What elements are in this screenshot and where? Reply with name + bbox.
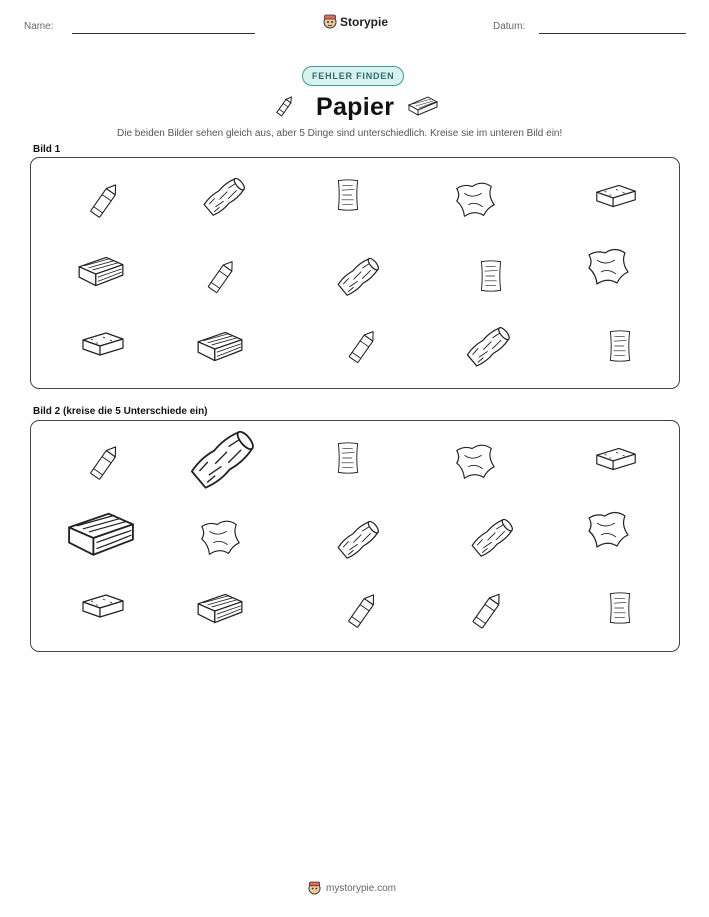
picture-2-crayon-icon[interactable] xyxy=(340,587,386,633)
picture-1-wood-icon xyxy=(194,321,246,373)
picture-2-eraser-icon[interactable] xyxy=(78,581,128,631)
picture-2-eraser-icon[interactable] xyxy=(592,435,640,483)
footer xyxy=(308,881,396,896)
footer-url[interactable]: mystorypie.com xyxy=(326,883,397,894)
picture-2-bark-icon[interactable] xyxy=(333,515,383,565)
picture-2-tissue-icon[interactable] xyxy=(583,505,633,555)
storypie-mascot-icon xyxy=(323,14,337,30)
date-field[interactable] xyxy=(539,33,686,34)
picture-1-label: Bild 1 xyxy=(33,144,61,155)
name-field[interactable] xyxy=(72,33,255,34)
name-label: Name: xyxy=(24,21,54,32)
picture-2-label: Bild 2 (kreise die 5 Unterschiede ein) xyxy=(33,406,208,417)
picture-1-bark-icon xyxy=(333,252,383,302)
picture-1-crayon-icon xyxy=(200,254,244,298)
brand-logo xyxy=(323,14,388,30)
picture-2-paper-icon[interactable] xyxy=(328,438,368,478)
picture-1-eraser-icon xyxy=(78,319,128,369)
wood-block-icon xyxy=(406,93,440,119)
activity-badge: FEHLER FINDEN xyxy=(302,66,404,86)
crayon-icon xyxy=(272,93,298,119)
picture-2-bark-icon[interactable] xyxy=(184,422,260,498)
date-label: Datum: xyxy=(493,21,526,32)
picture-2-bark-icon[interactable] xyxy=(467,513,517,563)
picture-2-tissue-icon[interactable] xyxy=(451,438,499,486)
instruction-text: Die beiden Bilder sehen gleich aus, aber 5 Dinge sind unterschiedlich. Kreise sie im unteren Bild ein! xyxy=(117,128,563,139)
picture-1-bark-icon xyxy=(199,172,249,222)
page-title: Papier xyxy=(316,93,395,121)
picture-1-crayon-icon xyxy=(82,177,128,223)
picture-1-paper-icon xyxy=(600,326,640,366)
picture-1-paper-icon xyxy=(471,256,511,296)
picture-2-paper-icon[interactable] xyxy=(600,588,640,628)
picture-1-wood-icon xyxy=(75,246,127,298)
picture-2-crayon-icon[interactable] xyxy=(82,439,128,485)
picture-2-wood-icon[interactable] xyxy=(194,583,246,635)
picture-2-crayon-icon[interactable] xyxy=(464,586,512,634)
picture-1-tissue-icon xyxy=(583,242,633,292)
brand-name: Storypie xyxy=(340,15,389,29)
picture-1-paper-icon xyxy=(328,175,368,215)
picture-1-eraser-icon xyxy=(592,172,640,220)
picture-1-crayon-icon xyxy=(341,324,385,368)
picture-2-tissue-icon[interactable] xyxy=(196,514,244,562)
picture-1-bark-icon xyxy=(462,321,514,373)
picture-2-wood-icon[interactable] xyxy=(63,497,139,573)
storypie-mascot-icon xyxy=(308,881,321,896)
picture-1-tissue-icon xyxy=(451,176,499,224)
